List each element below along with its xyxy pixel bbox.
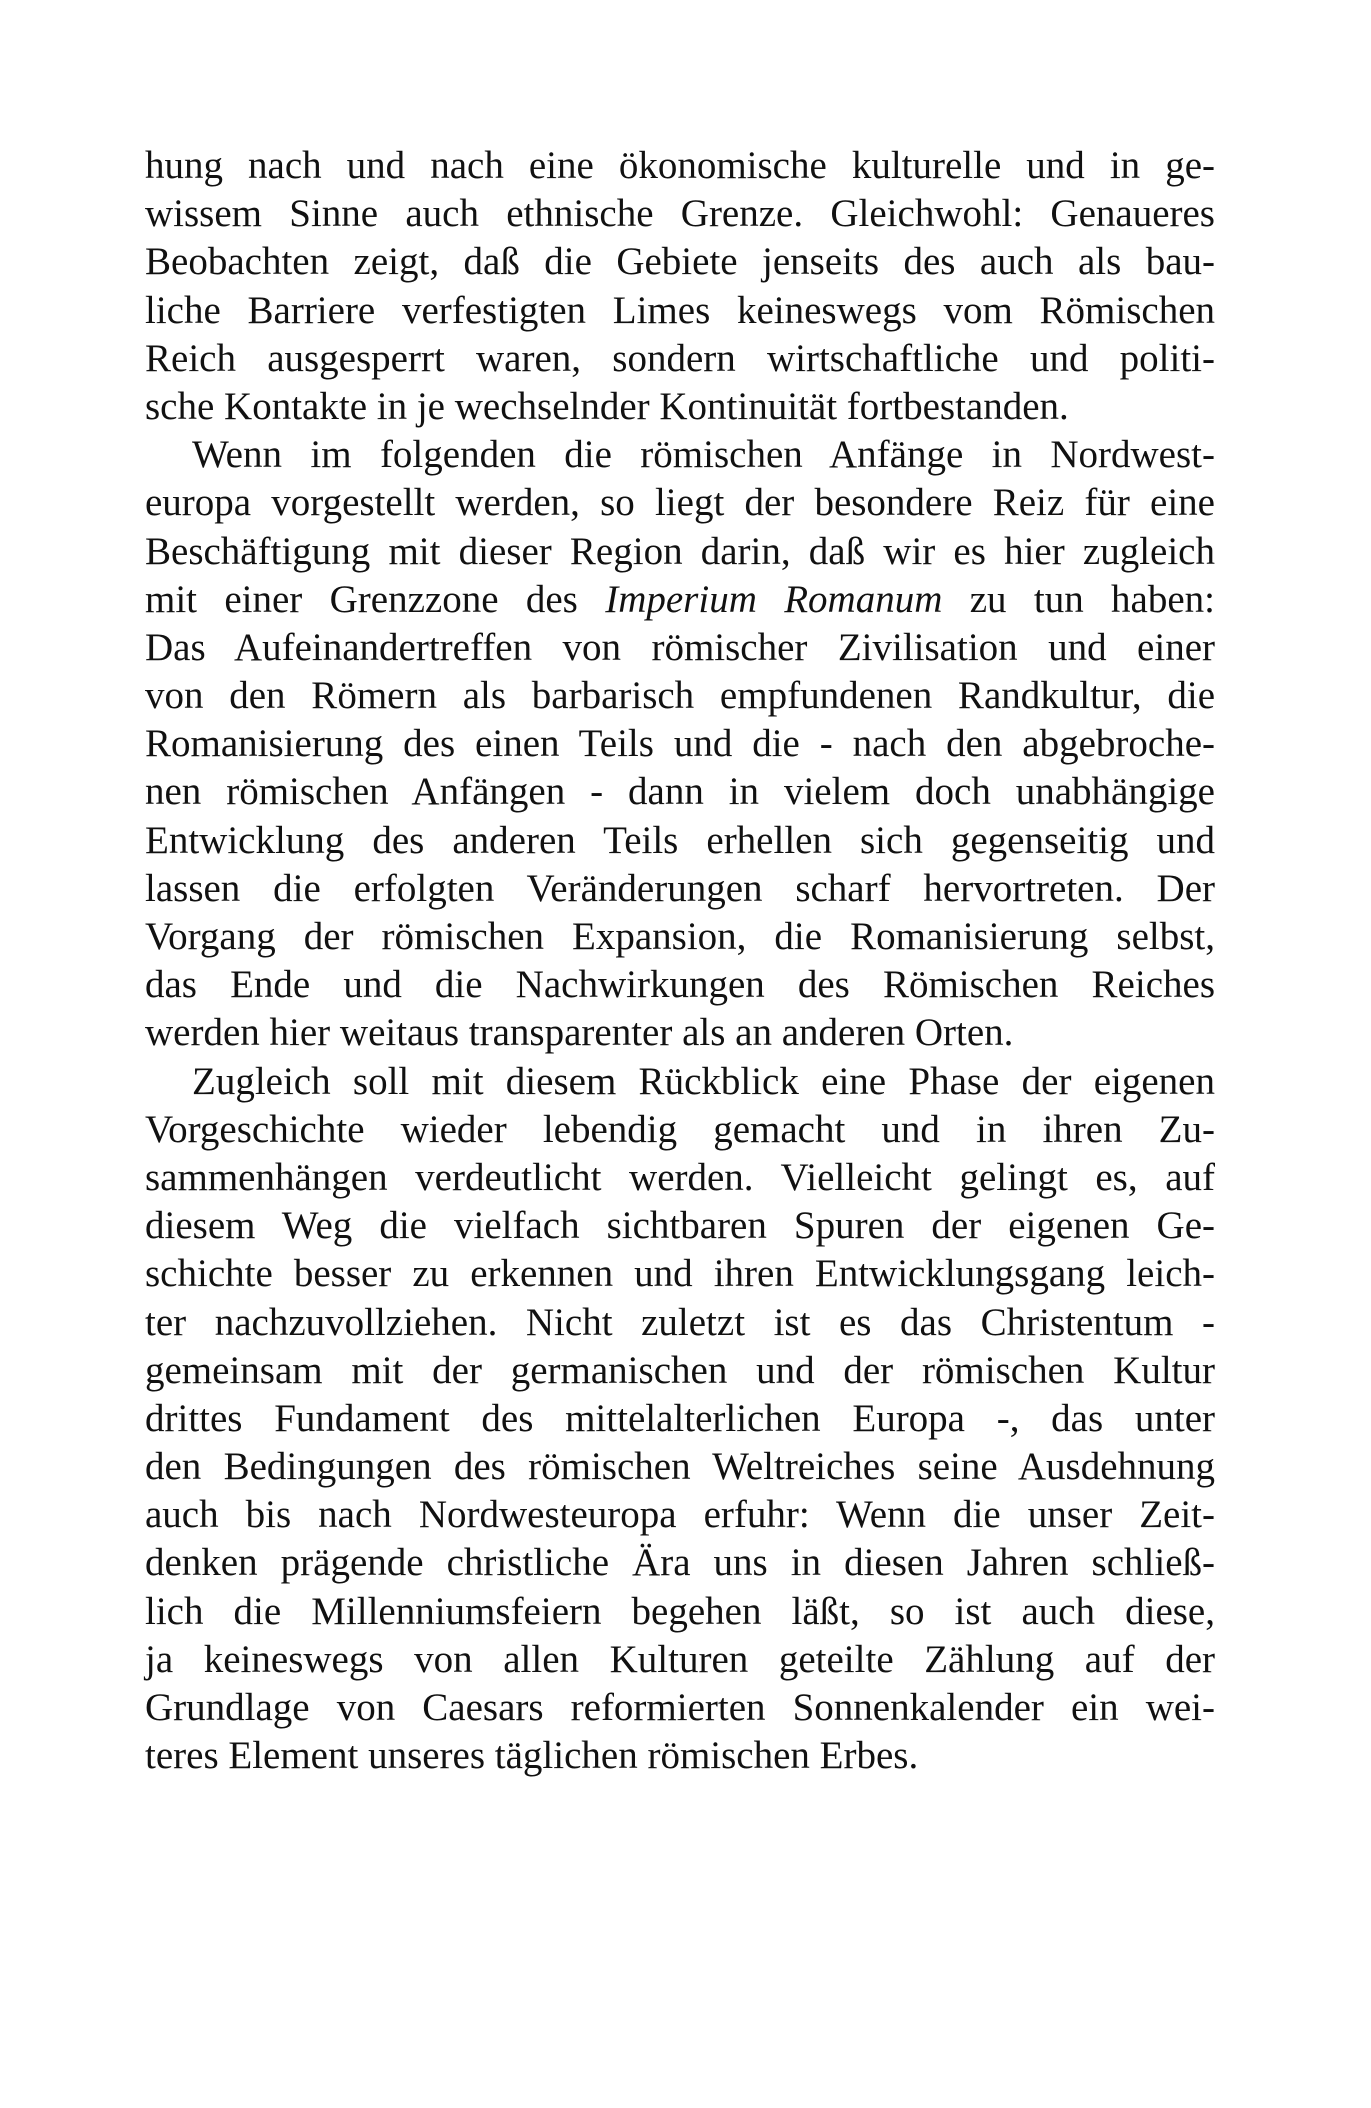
text-line: Romanisierung des einen Teils und die - nach den abgebroche-: [145, 722, 1215, 766]
text-line: lich die Millenniumsfeiern begehen läßt, so ist auch diese,: [145, 1589, 1215, 1633]
italic-term: Imperium Romanum: [605, 577, 943, 621]
text-line: sche Kontakte in je wechselnder Kontinuität fortbestanden.: [145, 384, 1069, 428]
text-line: Das Aufeinandertreffen von römischer Zivilisation und einer: [145, 625, 1215, 669]
text-line: werden hier weitaus transparenter als an anderen Orten.: [145, 1011, 1014, 1055]
text-line: diesem Weg die vielfach sichtbaren Spuren der eigenen Ge-: [145, 1204, 1215, 1248]
text-line: europa vorgestellt werden, so liegt der besondere Reiz für eine: [145, 481, 1215, 525]
text-line: Wenn im folgenden die römischen Anfänge in Nordwest-: [192, 433, 1215, 477]
text-line: liche Barriere verfestigten Limes keineswegs vom Römischen: [145, 288, 1215, 332]
text-line: das Ende und die Nachwirkungen des Römischen Reiches: [145, 963, 1215, 1007]
paragraph-1: [145, 142, 1215, 431]
text-line: gemeinsam mit der germanischen und der römischen Kultur: [145, 1348, 1215, 1392]
paragraph-2: [145, 431, 1215, 1057]
text-line: teres Element unseres täglichen römischen Erbes.: [145, 1734, 919, 1778]
text-line: Reich ausgesperrt waren, sondern wirtschaftliche und politi-: [145, 336, 1215, 380]
text-line-with-italic: [145, 576, 1215, 624]
text-line: Zugleich soll mit diesem Rückblick eine Phase der eigenen: [192, 1059, 1215, 1103]
text-line: Vorgang der römischen Expansion, die Romanisierung selbst,: [145, 915, 1215, 958]
text-line: auch bis nach Nordwesteuropa erfuhr: Wenn die unser Zeit-: [145, 1493, 1215, 1537]
page-body: [145, 142, 1215, 1780]
text-line: Beschäftigung mit dieser Region darin, daß wir es hier zugleich: [145, 529, 1215, 573]
text-line: wissem Sinne auch ethnische Grenze. Gleichwohl: Genaueres: [145, 192, 1215, 236]
text-line: nen römischen Anfängen - dann in vielem doch unabhängige: [145, 770, 1215, 814]
text-line: Beobachten zeigt, daß die Gebiete jenseits des auch als bau-: [145, 240, 1215, 284]
text-line: hung nach und nach eine ökonomische kulturelle und in ge-: [145, 144, 1215, 187]
text-line: lassen die erfolgten Veränderungen scharf hervortreten. Der: [145, 866, 1215, 910]
text-line: denken prägende christliche Ära uns in diesen Jahren schließ-: [145, 1541, 1215, 1585]
text-run: mit einer Grenzzone des: [145, 577, 606, 621]
text-line: ja keineswegs von allen Kulturen geteilte Zählung auf der: [145, 1637, 1215, 1681]
text-line: Entwicklung des anderen Teils erhellen sich gegenseitig und: [145, 818, 1215, 862]
text-line: Grundlage von Caesars reformierten Sonnenkalender ein wei-: [145, 1686, 1215, 1729]
text-line: sammenhängen verdeutlicht werden. Vielleicht gelingt es, auf: [145, 1155, 1215, 1199]
text-line: schichte besser zu erkennen und ihren Entwicklungsgang leich-: [145, 1252, 1215, 1296]
text-line: von den Römern als barbarisch empfundenen Randkultur, die: [145, 674, 1215, 718]
text-line: drittes Fundament des mittelalterlichen Europa -, das unter: [145, 1396, 1215, 1440]
text-line: den Bedingungen des römischen Weltreiches seine Ausdehnung: [145, 1445, 1215, 1489]
text-run: zu tun haben:: [942, 577, 1215, 621]
text-line: Vorgeschichte wieder lebendig gemacht und in ihren Zu-: [145, 1107, 1215, 1151]
paragraph-3: [145, 1058, 1215, 1781]
text-line: ter nachzuvollziehen. Nicht zuletzt ist es das Christentum -: [145, 1300, 1215, 1344]
